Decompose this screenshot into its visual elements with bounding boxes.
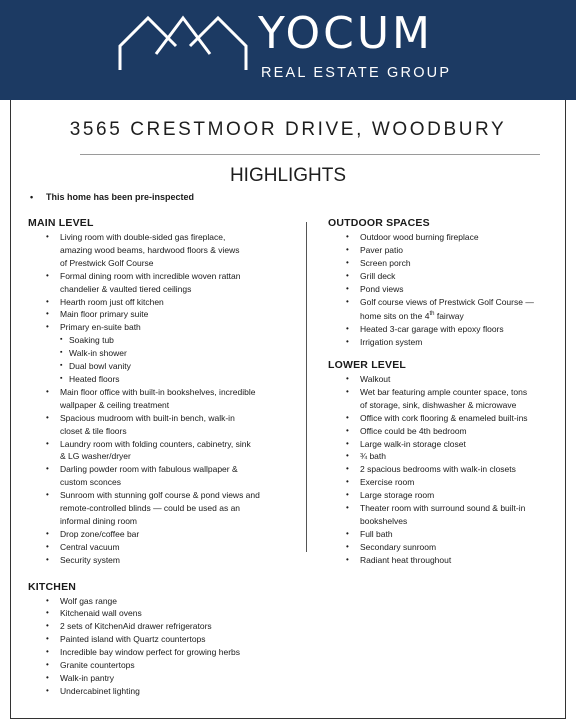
bullet-icon: • (46, 309, 49, 319)
list-item (328, 425, 556, 438)
list-item (28, 438, 296, 464)
list-item (328, 373, 556, 386)
list-item (28, 541, 296, 554)
list-item-text: Central vacuum (60, 541, 120, 552)
bullet-icon: • (46, 270, 49, 280)
list-item (28, 231, 296, 270)
left-column (28, 217, 296, 698)
bullet-icon: • (46, 490, 49, 500)
list-item-text: Main floor primary suite (60, 309, 149, 320)
bullet-icon: • (46, 438, 49, 448)
list-item-text: Undercabinet lighting (60, 685, 140, 696)
preinspected-note (30, 193, 194, 202)
list-item (328, 528, 556, 541)
list-item-text: 2 spacious bedrooms with walk-in closets (360, 464, 516, 475)
list-item (328, 541, 556, 554)
bullet-icon: • (30, 192, 34, 202)
list-item (28, 672, 296, 685)
list-item-text: Walkout (360, 373, 391, 384)
list-item-text: Main floor office with built-in bookshelves, incredible wallpaper & ceiling treatment (60, 386, 256, 410)
list-item-text: Walk-in shower (69, 348, 127, 359)
sub-list-item (28, 347, 296, 360)
list-item (328, 386, 556, 412)
bullet-icon: • (346, 503, 349, 513)
list-item-text: Office could be 4th bedroom (360, 425, 467, 436)
list-item (328, 296, 556, 324)
section-title-outdoor-spaces: OUTDOOR SPACES (328, 217, 430, 229)
list-item (328, 463, 556, 476)
list-item (328, 283, 556, 296)
bullet-icon: • (346, 464, 349, 474)
bullet-icon: • (346, 425, 349, 435)
section-title-main-level: MAIN LEVEL (28, 217, 94, 229)
list-item-text: Screen porch (360, 257, 411, 268)
property-address: 3565 CRESTMOOR DRIVE, WOODBURY (69, 119, 507, 140)
house-rooflines-icon (118, 14, 248, 74)
section-title-kitchen: KITCHEN (28, 580, 77, 593)
bullet-icon: • (46, 464, 49, 474)
list-item-text: Kitchenaid wall ovens (60, 608, 142, 619)
list-item-text: Darling powder room with fabulous wallpaper & custom sconces (60, 464, 238, 488)
list-item (28, 595, 296, 608)
bullet-icon: • (46, 232, 49, 241)
list-item-text: Security system (60, 554, 120, 565)
list-item-text: Painted island with Quartz countertops (60, 634, 206, 645)
list-item (328, 257, 556, 270)
list-item-text: Living room with double-sided gas fireplace, amazing wood beams, hardwood floors & views of Prestwick Golf Course (60, 232, 240, 268)
list-item-text: Heated 3-car garage with epoxy floors (360, 324, 504, 335)
list-item (28, 659, 296, 672)
bullet-icon: • (46, 685, 49, 695)
sub-list-item (28, 334, 296, 347)
list-item (28, 308, 296, 321)
list-item-text: Exercise room (360, 477, 415, 488)
preinspected-text: This home has been pre-inspected (46, 192, 195, 202)
list-item (328, 231, 556, 244)
list-item (328, 450, 556, 463)
list-item (28, 554, 296, 567)
list-item (328, 476, 556, 489)
bullet-icon: • (346, 283, 349, 293)
brand-header (0, 0, 576, 100)
list-item (28, 633, 296, 646)
list-item-text: Granite countertops (60, 660, 135, 671)
section-title-lower-level: LOWER LEVEL (328, 358, 407, 371)
bullet-icon: • (346, 337, 349, 347)
bullet-icon: • (46, 528, 49, 538)
list-item-text: Hearth room just off kitchen (60, 296, 164, 307)
list-item-text: Paver patio (360, 244, 403, 255)
bullet-icon: • (346, 257, 349, 267)
list-item (28, 685, 296, 698)
list-item-text: Outdoor wood burning fireplace (360, 232, 479, 242)
list-item-text: Irrigation system (360, 337, 423, 348)
column-divider (306, 222, 307, 552)
lower-level-list (328, 373, 556, 567)
list-item-text: Formal dining room with incredible woven rattan chandelier & vaulted tiered ceilings (60, 270, 241, 294)
main-level-list (28, 231, 296, 567)
title-divider (80, 154, 540, 155)
bullet-icon: • (46, 322, 49, 332)
brand-name: YOCUM (258, 8, 433, 59)
list-item-text: Dual bowl vanity (69, 361, 131, 372)
bullet-icon: • (346, 373, 349, 383)
bullet-icon: • (46, 660, 49, 670)
list-item-text: ¾ bath (360, 451, 386, 462)
bullet-icon: • (346, 324, 349, 334)
list-item (28, 489, 296, 528)
list-item-text: Large storage room (360, 490, 435, 501)
list-item-text: Drop zone/coffee bar (60, 528, 140, 539)
right-column (328, 217, 556, 567)
list-item-text: Radiant heat throughout (360, 554, 452, 565)
bullet-icon: • (346, 554, 349, 564)
list-item-text: Wet bar featuring ample counter space, tons of storage, sink, dishwasher & microwave (360, 386, 528, 410)
list-item-text: Sunroom with stunning golf course & pond views and remote-controlled blinds — could be used as an informal dining room (60, 490, 260, 526)
bullet-icon: • (346, 490, 349, 500)
list-item (328, 502, 556, 528)
bullet-icon: • (46, 595, 49, 605)
bullet-icon: • (46, 554, 49, 564)
list-item-text: Office with cork flooring & enameled built-ins (360, 412, 528, 423)
list-item-text: Soaking tub (69, 335, 114, 346)
list-item (328, 323, 556, 336)
bullet-icon: • (46, 412, 49, 422)
square-bullet-icon: ▪ (60, 374, 63, 382)
bullet-icon: • (46, 673, 49, 682)
list-item (28, 607, 296, 620)
list-item-text: Secondary sunroom (360, 541, 437, 552)
sub-list-item (28, 360, 296, 373)
list-item-text: Spacious mudroom with built-in bench, walk-in closet & tile floors (60, 412, 235, 436)
list-item-text: Grill deck (360, 270, 396, 281)
square-bullet-icon: ▪ (60, 349, 63, 357)
list-item (328, 336, 556, 349)
bullet-icon: • (346, 296, 349, 306)
bullet-icon: • (46, 386, 49, 396)
list-item-text: Large walk-in storage closet (360, 438, 466, 449)
list-item (328, 270, 556, 283)
bullet-icon: • (46, 634, 49, 644)
list-item-text: Walk-in pantry (60, 673, 115, 683)
bullet-icon: • (46, 647, 49, 657)
bullet-icon: • (346, 270, 349, 280)
list-item-text: Primary en-suite bath (60, 322, 141, 333)
list-item-text: 2 sets of KitchenAid drawer refrigerators (60, 621, 212, 632)
list-item-text: Laundry room with folding counters, cabinetry, sink & LG washer/dryer (60, 438, 251, 462)
list-item (328, 489, 556, 502)
outdoor-spaces-list (328, 231, 556, 349)
bullet-icon: • (46, 541, 49, 551)
list-item-text: Golf course views of Prestwick Golf Course — home sits on the 4th fairway (360, 296, 534, 322)
list-item (328, 554, 556, 567)
kitchen-list (28, 595, 296, 698)
list-item (328, 438, 556, 451)
brand-tagline: REAL ESTATE GROUP (261, 65, 452, 81)
list-item (28, 321, 296, 334)
sub-list-item (28, 373, 296, 386)
bullet-icon: • (346, 412, 349, 422)
list-item (328, 244, 556, 257)
list-item (28, 412, 296, 438)
list-item-text: Theater room with surround sound & built-in bookshelves (360, 503, 526, 526)
list-item-text: Wolf gas range (60, 595, 118, 606)
bullet-icon: • (346, 232, 349, 241)
bullet-icon: • (346, 386, 349, 396)
list-item (28, 296, 296, 309)
list-item-text: Incredible bay window perfect for growing herbs (60, 647, 241, 658)
bullet-icon: • (46, 608, 49, 618)
bullet-icon: • (46, 296, 49, 306)
list-item (328, 412, 556, 425)
bullet-icon: • (346, 451, 349, 461)
bullet-icon: • (46, 621, 49, 631)
bullet-icon: • (346, 477, 349, 487)
square-bullet-icon: ▪ (60, 336, 63, 344)
list-item-text: Pond views (360, 283, 404, 294)
list-item-text: Heated floors (69, 373, 120, 384)
bullet-icon: • (346, 541, 349, 551)
list-item (28, 386, 296, 412)
bullet-icon: • (346, 438, 349, 448)
list-item (28, 528, 296, 541)
list-item (28, 463, 296, 489)
list-item (28, 270, 296, 296)
list-item (28, 646, 296, 659)
page-title: HIGHLIGHTS (229, 165, 347, 186)
square-bullet-icon: ▪ (60, 362, 63, 370)
bullet-icon: • (346, 244, 349, 254)
list-item (28, 620, 296, 633)
bullet-icon: • (346, 528, 349, 538)
list-item-text: Full bath (360, 528, 393, 539)
